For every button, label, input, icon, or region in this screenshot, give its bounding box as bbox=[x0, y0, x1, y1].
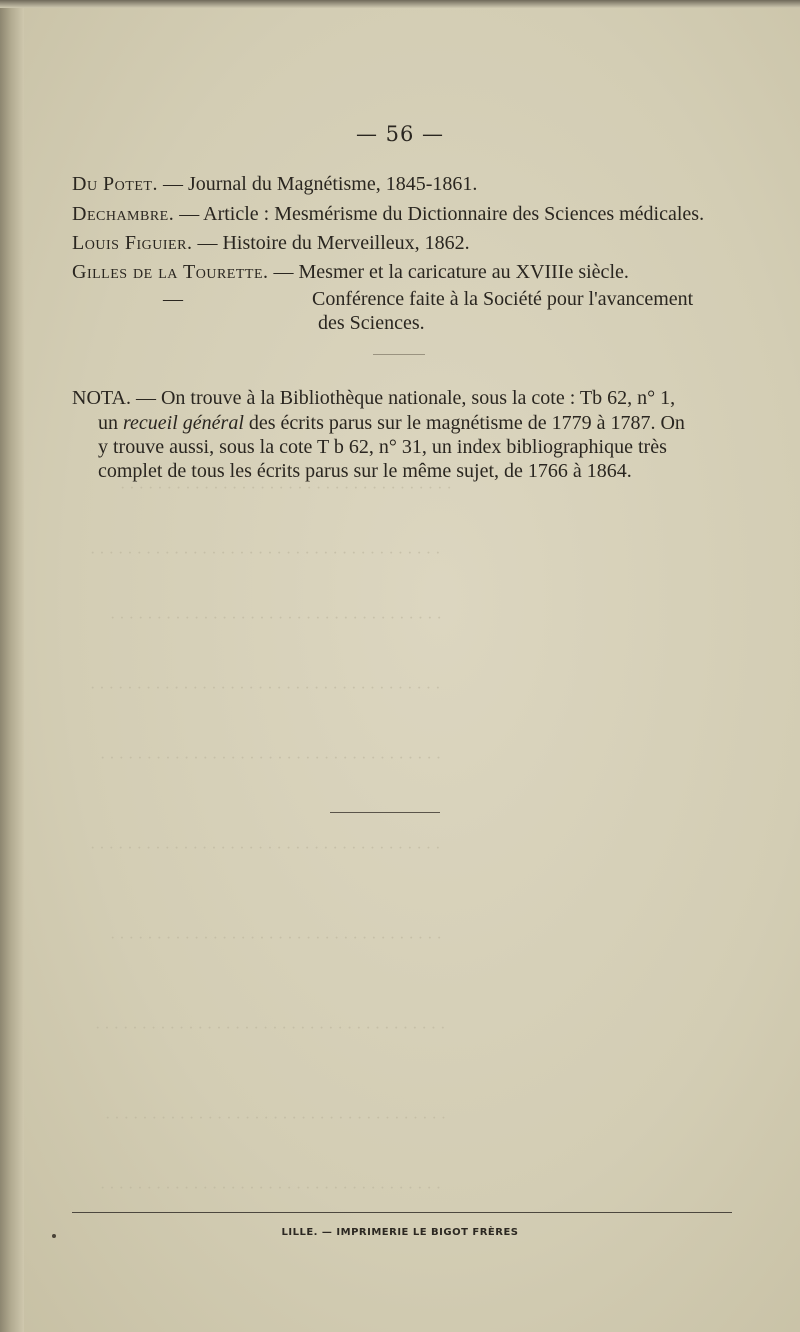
nota-text: des écrits parus sur le magnétisme de 1779 à 1787. On bbox=[248, 412, 685, 434]
show-through-texture: · · · · · · · · · · · · · · · · · · · · · · · · · · · · · · · · · · · · · · bbox=[90, 840, 441, 857]
bibliography-entry bbox=[72, 231, 470, 255]
section-divider bbox=[330, 812, 440, 813]
nota-text: — On trouve à la Bibliothèque nationale, sous la cote : Tb 62, n° 1, bbox=[135, 387, 676, 409]
show-through-texture: · · · · · · · · · · · · · · · · · · · · · · · · · · · · · · · · · · · · · bbox=[100, 1180, 442, 1197]
bibliography-entry bbox=[72, 260, 629, 284]
show-through-texture: · · · · · · · · · · · · · · · · · · · · · · · · · · · · · · · · · · · · · · bbox=[90, 680, 441, 697]
show-through-texture: · · · · · · · · · · · · · · · · · · · · · · · · · · · · · · · · · · · · · · bbox=[95, 1020, 446, 1037]
continuation-line: des Sciences. bbox=[318, 312, 425, 334]
show-through-texture: · · · · · · · · · · · · · · · · · · · · · · · · · · · · · · · · · · · · · bbox=[105, 1110, 447, 1127]
continuation-dash: — bbox=[163, 288, 183, 310]
nota-paragraph-line: y trouve aussi, sous la cote T b 62, n° 31, un index bibliographique très bbox=[98, 436, 667, 458]
footer-rule bbox=[72, 1212, 732, 1213]
entry-text: — Mesmer et la caricature au XVIIIe siècle. bbox=[273, 261, 629, 283]
show-through-texture: · · · · · · · · · · · · · · · · · · · · · · · · · · · · · · · · · · · · · bbox=[100, 750, 442, 767]
nota-label: NOTA. bbox=[72, 387, 131, 409]
nota-italic-text: recueil général bbox=[123, 412, 244, 434]
entry-author: Dechambre. bbox=[72, 203, 175, 225]
nota-paragraph-line bbox=[72, 386, 675, 410]
entry-author: Du Potet. bbox=[72, 173, 158, 195]
entry-author: Gilles de la Tourette. bbox=[72, 261, 269, 283]
bibliography-entry bbox=[72, 202, 704, 226]
page-number: — 56 — bbox=[355, 122, 445, 146]
page-top-edge bbox=[0, 0, 800, 8]
show-through-texture: · · · · · · · · · · · · · · · · · · · · · · · · · · · · · · · · · · · · bbox=[110, 930, 442, 947]
printer-colophon: LILLE. — IMPRIMERIE LE BIGOT FRÈRES bbox=[281, 1227, 519, 1238]
ink-spot bbox=[52, 1234, 56, 1238]
nota-text: un bbox=[98, 412, 118, 434]
entry-text: — Histoire du Merveilleux, 1862. bbox=[197, 232, 470, 254]
entry-author: Louis Figuier. bbox=[72, 232, 193, 254]
section-divider bbox=[373, 354, 425, 355]
show-through-texture: · · · · · · · · · · · · · · · · · · · · · · · · · · · · · · · · · · · · · · bbox=[90, 545, 441, 562]
bibliography-entry bbox=[72, 172, 477, 196]
entry-text: — Article : Mesmérisme du Dictionnaire des Sciences médicales. bbox=[179, 203, 705, 225]
nota-paragraph-line: complet de tous les écrits parus sur le même sujet, de 1766 à 1864. bbox=[98, 460, 632, 482]
show-through-texture: · · · · · · · · · · · · · · · · · · · · · · · · · · · · · · · · · · · · bbox=[110, 610, 442, 627]
book-spine-shadow bbox=[0, 0, 24, 1332]
continuation-line: Conférence faite à la Société pour l'avancement bbox=[312, 288, 694, 310]
nota-paragraph-line bbox=[98, 411, 685, 435]
entry-text: — Journal du Magnétisme, 1845-1861. bbox=[162, 173, 478, 195]
show-through-texture: · · · · · · · · · · · · · · · · · · · · · · · · · · · · · · · · · · · · bbox=[120, 480, 452, 497]
